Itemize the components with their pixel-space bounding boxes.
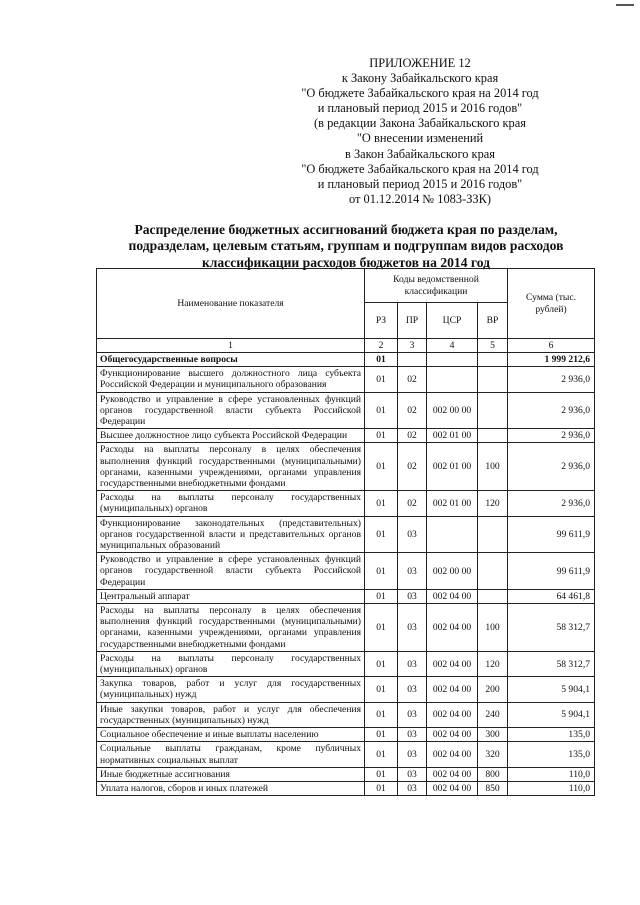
appendix-line: в Закон Забайкальского края [345, 146, 495, 161]
table-row [97, 781, 595, 795]
header-vr: ВР [478, 303, 508, 339]
cell-csr: 002 04 00 [427, 781, 478, 795]
cell-rz: 01 [365, 767, 398, 781]
cell-sum: 5 904,1 [508, 702, 595, 727]
appendix-line: и плановый период 2015 и 2016 годов" [317, 101, 523, 116]
scan-mark [616, 4, 634, 9]
header-pr: ПР [398, 303, 427, 339]
cell-pr: 02 [398, 491, 427, 516]
budget-table [96, 268, 595, 796]
appendix-line: и плановый период 2015 и 2016 годов" [317, 176, 523, 191]
table-row [97, 651, 595, 676]
cell-name: Расходы на выплаты персоналу в целях обеспечения выполнения функций государственными (муниципальными) органами, казенными учреждениями, органами управления государственными внебюджетными фондами [97, 443, 365, 491]
cell-sum: 2 936,0 [508, 429, 595, 443]
table-row [97, 742, 595, 767]
cell-sum: 5 904,1 [508, 677, 595, 702]
cell-csr: 002 04 00 [427, 742, 478, 767]
cell-pr: 03 [398, 651, 427, 676]
cell-pr: 03 [398, 781, 427, 795]
cell-vr [478, 589, 508, 603]
cell-vr: 800 [478, 767, 508, 781]
cell-pr: 02 [398, 392, 427, 429]
cell-name: Иные закупки товаров, работ и услуг для обеспечения государственных (муниципальных) нужд [97, 702, 365, 727]
cell-sum: 2 936,0 [508, 491, 595, 516]
cell-vr [478, 429, 508, 443]
cell-pr: 02 [398, 367, 427, 392]
cell-pr: 03 [398, 677, 427, 702]
cell-vr: 850 [478, 781, 508, 795]
cell-rz: 01 [365, 702, 398, 727]
appendix-line: "О бюджете Забайкальского края на 2014 год [301, 161, 539, 176]
document-title [96, 222, 596, 271]
cell-name: Закупка товаров, работ и услуг для государственных (муниципальных) нужд [97, 677, 365, 702]
cell-rz: 01 [365, 392, 398, 429]
cell-vr: 120 [478, 491, 508, 516]
cell-rz: 01 [365, 742, 398, 767]
cell-vr: 100 [478, 443, 508, 491]
cell-rz: 01 [365, 353, 398, 367]
appendix-line: "О внесении изменений [356, 131, 484, 146]
table-row [97, 553, 595, 590]
title-line: подразделам, целевым статьям, группам и подгруппам видов расходов [128, 238, 564, 254]
col-number: 5 [478, 339, 508, 353]
cell-rz: 01 [365, 604, 398, 652]
header-sum: Сумма (тыс. рублей) [508, 269, 595, 339]
cell-rz: 01 [365, 516, 398, 553]
cell-name: Социальное обеспечение и иные выплаты населению [97, 728, 365, 742]
cell-rz: 01 [365, 553, 398, 590]
cell-sum: 110,0 [508, 767, 595, 781]
cell-vr: 200 [478, 677, 508, 702]
cell-vr [478, 392, 508, 429]
cell-rz: 01 [365, 491, 398, 516]
cell-name: Расходы на выплаты персоналу государственных (муниципальных) органов [97, 651, 365, 676]
col-number: 1 [97, 339, 365, 353]
cell-sum: 2 936,0 [508, 443, 595, 491]
cell-vr: 120 [478, 651, 508, 676]
table-row [97, 767, 595, 781]
table-row [97, 516, 595, 553]
cell-rz: 01 [365, 367, 398, 392]
column-number-row [97, 339, 595, 353]
cell-vr [478, 367, 508, 392]
cell-csr [427, 367, 478, 392]
cell-rz: 01 [365, 677, 398, 702]
cell-rz: 01 [365, 651, 398, 676]
cell-vr [478, 516, 508, 553]
cell-vr: 300 [478, 728, 508, 742]
cell-vr: 100 [478, 604, 508, 652]
cell-sum: 58 312,7 [508, 604, 595, 652]
cell-sum: 2 936,0 [508, 392, 595, 429]
title-line: Распределение бюджетных ассигнований бюджета края по разделам, [134, 222, 558, 237]
cell-sum: 64 461,8 [508, 589, 595, 603]
cell-csr: 002 04 00 [427, 589, 478, 603]
cell-pr: 03 [398, 604, 427, 652]
cell-csr: 002 04 00 [427, 767, 478, 781]
table-row [97, 677, 595, 702]
header-codes: Коды ведомственной классификации [365, 269, 508, 303]
appendix-line: "О бюджете Забайкальского края на 2014 год [301, 86, 539, 101]
cell-name: Иные бюджетные ассигнования [97, 767, 365, 781]
table-row [97, 589, 595, 603]
table-row [97, 353, 595, 367]
cell-sum: 99 611,9 [508, 516, 595, 553]
cell-name: Расходы на выплаты персоналу государственных (муниципальных) органов [97, 491, 365, 516]
table-body [97, 353, 595, 796]
cell-csr: 002 01 00 [427, 429, 478, 443]
title-line: классификации расходов бюджетов на 2014 год [201, 254, 491, 270]
table-row [97, 604, 595, 652]
cell-pr: 03 [398, 702, 427, 727]
col-number: 3 [398, 339, 427, 353]
cell-vr: 320 [478, 742, 508, 767]
cell-sum: 1 999 212,6 [508, 353, 595, 367]
table-row [97, 491, 595, 516]
table-row [97, 728, 595, 742]
cell-sum: 135,0 [508, 728, 595, 742]
cell-name: Уплата налогов, сборов и иных платежей [97, 781, 365, 795]
cell-sum: 99 611,9 [508, 553, 595, 590]
appendix-line: от 01.12.2014 № 1083-ЗЗК) [348, 191, 492, 206]
col-number: 6 [508, 339, 595, 353]
cell-csr: 002 04 00 [427, 728, 478, 742]
table-row [97, 367, 595, 392]
cell-csr: 002 04 00 [427, 677, 478, 702]
cell-name: Социальные выплаты гражданам, кроме публичных нормативных социальных выплат [97, 742, 365, 767]
cell-rz: 01 [365, 781, 398, 795]
cell-pr: 02 [398, 443, 427, 491]
cell-vr [478, 553, 508, 590]
cell-csr: 002 04 00 [427, 702, 478, 727]
cell-csr: 002 04 00 [427, 604, 478, 652]
cell-rz: 01 [365, 429, 398, 443]
cell-csr: 002 00 00 [427, 553, 478, 590]
cell-csr: 002 01 00 [427, 491, 478, 516]
cell-sum: 135,0 [508, 742, 595, 767]
cell-name: Центральный аппарат [97, 589, 365, 603]
cell-sum: 58 312,7 [508, 651, 595, 676]
header-name: Наименование показателя [97, 269, 365, 339]
cell-csr: 002 04 00 [427, 651, 478, 676]
cell-csr [427, 353, 478, 367]
cell-name: Функционирование высшего должностного лица субъекта Российской Федерации и муниципального образования [97, 367, 365, 392]
cell-rz: 01 [365, 443, 398, 491]
cell-pr: 03 [398, 767, 427, 781]
cell-pr: 03 [398, 553, 427, 590]
cell-pr: 03 [398, 742, 427, 767]
cell-pr: 02 [398, 429, 427, 443]
table-row [97, 429, 595, 443]
cell-rz: 01 [365, 589, 398, 603]
cell-name: Функционирование законодательных (представительных) органов государственной власти и представительных органов муниципальных образований [97, 516, 365, 553]
cell-sum: 110,0 [508, 781, 595, 795]
cell-name: Высшее должностное лицо субъекта Российской Федерации [97, 429, 365, 443]
cell-csr [427, 516, 478, 553]
table-row [97, 443, 595, 491]
cell-pr: 03 [398, 728, 427, 742]
cell-name: Руководство и управление в сфере установленных функций органов государственной власти субъекта Российской Федерации [97, 553, 365, 590]
appendix-header [270, 56, 570, 207]
cell-name: Руководство и управление в сфере установленных функций органов государственной власти субъекта Российской Федерации [97, 392, 365, 429]
header-rz: РЗ [365, 303, 398, 339]
header-csr: ЦСР [427, 303, 478, 339]
table-row [97, 392, 595, 429]
appendix-line: (в редакции Закона Забайкальского края [314, 116, 526, 131]
cell-pr: 03 [398, 516, 427, 553]
cell-sum: 2 936,0 [508, 367, 595, 392]
appendix-line: к Закону Забайкальского края [341, 71, 499, 86]
cell-csr: 002 00 00 [427, 392, 478, 429]
cell-pr [398, 353, 427, 367]
col-number: 4 [427, 339, 478, 353]
table-row [97, 702, 595, 727]
cell-pr: 03 [398, 589, 427, 603]
cell-vr: 240 [478, 702, 508, 727]
cell-vr [478, 353, 508, 367]
appendix-line: ПРИЛОЖЕНИЕ 12 [369, 56, 471, 70]
cell-name: Расходы на выплаты персоналу в целях обеспечения выполнения функций государственными (муниципальными) органами, казенными учреждениями, органами управления государственными внебюджетными фондами [97, 604, 365, 652]
cell-name: Общегосударственные вопросы [97, 353, 365, 367]
col-number: 2 [365, 339, 398, 353]
cell-csr: 002 01 00 [427, 443, 478, 491]
cell-rz: 01 [365, 728, 398, 742]
